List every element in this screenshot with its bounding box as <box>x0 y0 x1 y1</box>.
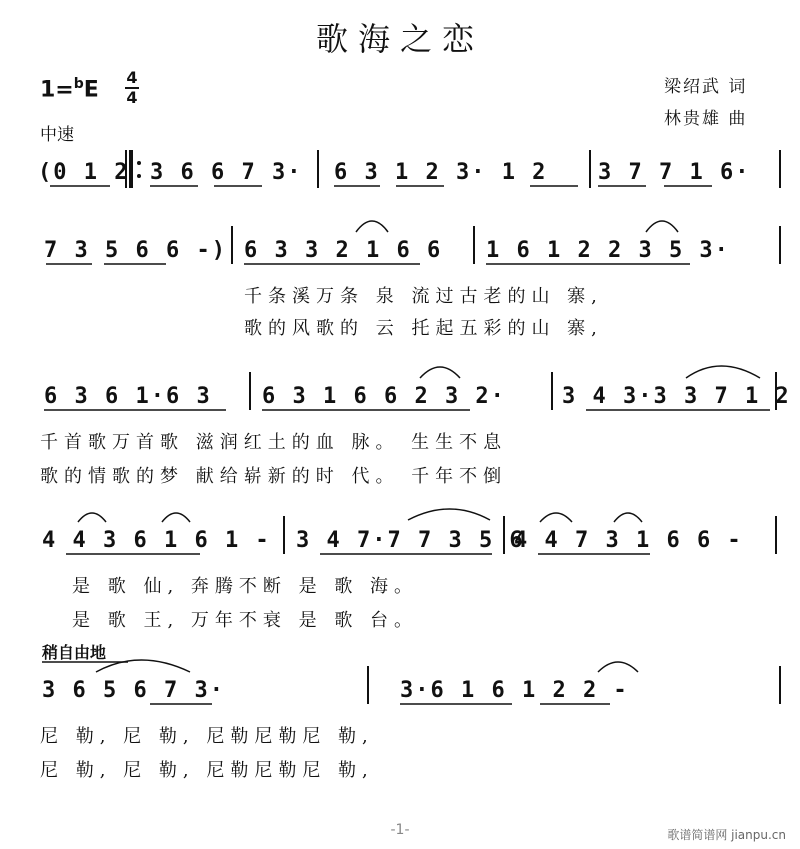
slur <box>356 221 388 232</box>
slur <box>408 509 490 520</box>
slur <box>162 513 190 522</box>
tempo-marking: 中速 <box>40 125 74 145</box>
flat-sign: b <box>73 76 84 92</box>
system1-measure1: (0 1 2 <box>38 160 130 185</box>
time-sig-bottom: 4 <box>126 88 138 107</box>
slur <box>614 513 642 522</box>
key-prefix: 1= <box>40 77 74 103</box>
slur <box>78 513 106 522</box>
slur <box>686 366 760 378</box>
system2-measure1: 7 3 5 6 6 -) <box>44 238 227 263</box>
system4-measure2: 3 4 7·7 7 3 5 6 <box>296 528 525 553</box>
system1-measure4: 3 7 7 1 6· <box>598 160 751 185</box>
system3-measure3: 3 4 3·3 3 7 1 2 <box>562 384 791 409</box>
system2-lyrics-verse2: 歌的风歌的 云 托起五彩的山 寨, <box>244 318 603 339</box>
lyricist-credit: 梁绍武 词 <box>664 77 748 97</box>
slur <box>420 367 460 378</box>
page-number: -1- <box>390 822 410 838</box>
system2-lyrics-verse1: 千条溪万条 泉 流过古老的山 寨, <box>244 286 603 307</box>
system1-measure2: 3 6 6 7 3· <box>150 160 303 185</box>
system5-measure2: 3·6 1 6 1 2 2 - <box>400 678 629 703</box>
system3-measure1: 6 3 6 1·6 3 <box>44 384 212 409</box>
repeat-dot <box>137 174 141 178</box>
system5-measure1: 3 6 5 6 7 3· <box>42 678 225 703</box>
composer-credit: 林贵雄 曲 <box>664 109 748 129</box>
system3-lyrics-verse1: 千首歌万首歌 滋润红土的血 脉。 生生不息 <box>40 432 508 453</box>
system3-measure2: 6 3 1 6 6 2 3 2· <box>262 384 506 409</box>
slur <box>646 221 678 232</box>
song-title: 歌海之恋 <box>315 20 484 58</box>
free-tempo-marking: 稍自由地 <box>42 643 107 662</box>
system2-measure3: 1 6 1 2 2 3 5 3· <box>486 238 730 263</box>
key-note: E <box>83 77 99 103</box>
system4-measure3: 4 4 7 3 1 6 6 - <box>514 528 743 553</box>
system4-lyrics-verse1: 是 歌 仙, 奔腾不断 是 歌 海。 <box>72 576 419 597</box>
time-sig-top: 4 <box>126 68 138 87</box>
system5-lyrics-verse2: 尼 勒, 尼 勒, 尼勒尼勒尼 勒, <box>40 760 374 781</box>
system3-lyrics-verse2: 歌的情歌的梦 献给崭新的时 代。 千年不倒 <box>40 466 508 487</box>
system4-lyrics-verse2: 是 歌 王, 万年不衰 是 歌 台。 <box>72 610 419 631</box>
slur <box>540 513 572 522</box>
slur <box>598 662 638 672</box>
system2-measure2: 6 3 3 2 1 6 6 <box>244 238 443 263</box>
watermark: 歌谱简谱网 jianpu.cn <box>667 828 786 842</box>
system1-measure3: 6 3 1 2 3· 1 2 <box>334 160 548 185</box>
system4-measure1: 4 4 3 6 1 6 1 - <box>42 528 271 553</box>
system5-lyrics-verse1: 尼 勒, 尼 勒, 尼勒尼勒尼 勒, <box>40 726 374 747</box>
repeat-dot <box>137 161 141 165</box>
